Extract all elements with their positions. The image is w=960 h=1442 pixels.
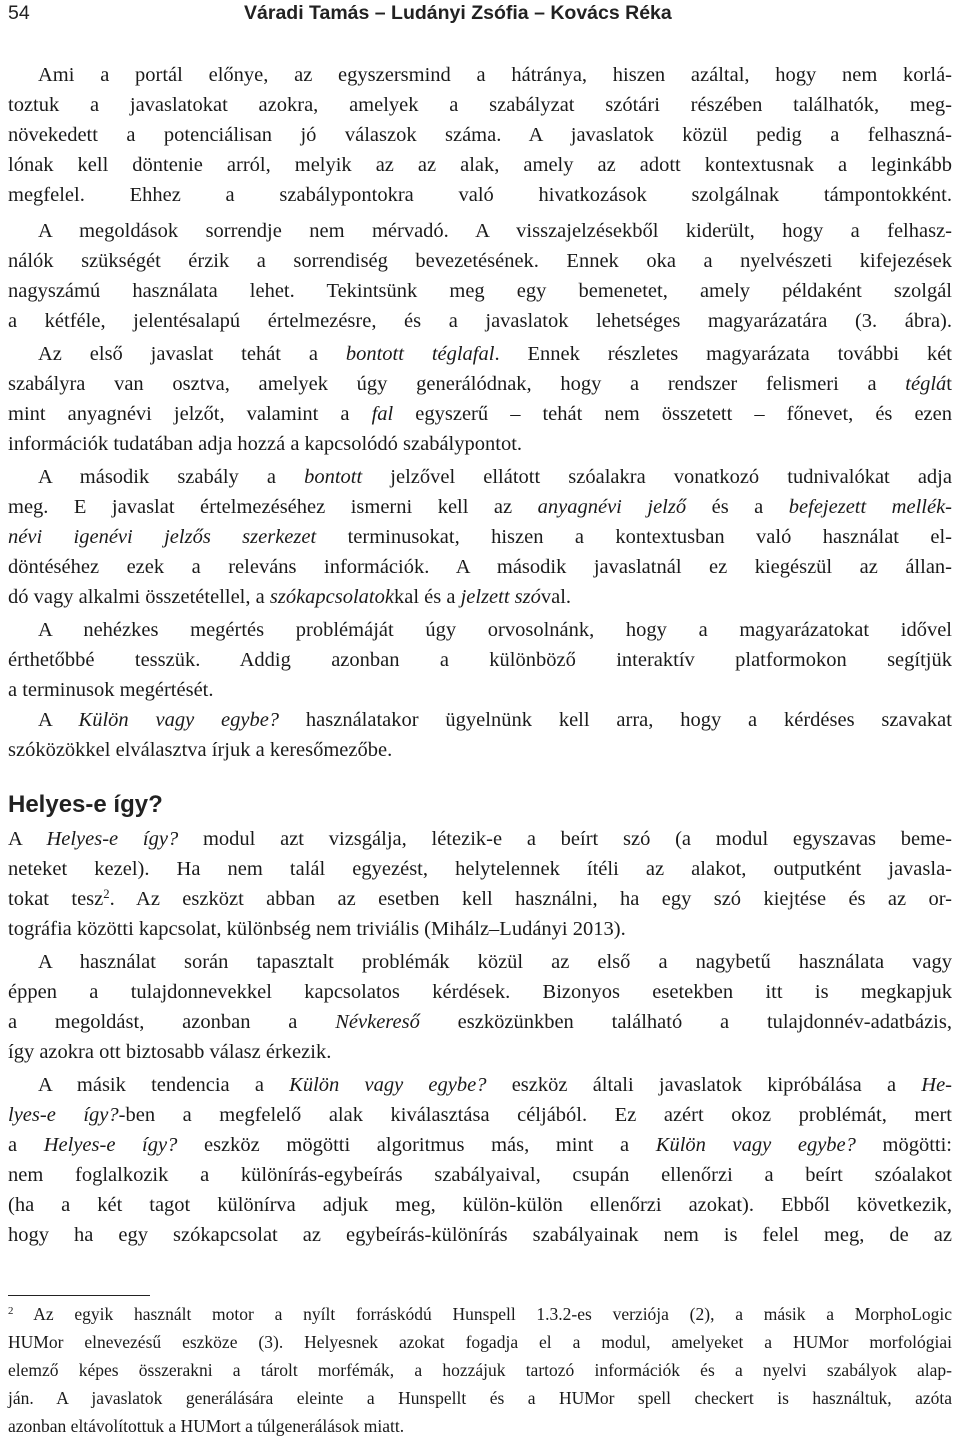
section-heading: Helyes-e így?: [8, 791, 163, 818]
footnote-line: elemző képes összerakni a tárolt morfémák, a hozzájuk tartozó információk és a nyelvi szabályok alap-: [8, 1360, 952, 1380]
body-line: érthetőbbé tesszük. Addig azonban a különböző interaktív platformokon segítjük: [8, 649, 952, 671]
body-line: nálók szükségét érzik a sorrendiség bevezetésének. Ennek oka a nyelvészeti kifejezések: [8, 250, 952, 272]
body-line: lónak kell döntenie arról, melyik az az alak, amely az adott kontextusnak a leginkább: [8, 154, 952, 176]
section-line: így azokra ott biztosabb válasz érkezik.: [8, 1041, 332, 1063]
body-line: szóközökkel elválasztva írjuk a keresőmezőbe.: [8, 739, 393, 761]
footnote-line: azonban eltávolítottuk a HUMort a túlgenerálások miatt.: [8, 1416, 405, 1436]
body-line: A Külön vagy egybe? használatakor ügyelnünk kell arra, hogy a kérdéses szavakat: [38, 709, 952, 731]
body-line: A megoldások sorrendje nem mérvadó. A visszajelzésekből kiderült, hogy a felhasz-: [38, 220, 952, 242]
footnote-number: 2: [8, 1305, 14, 1318]
section-line: tográfia közötti kapcsolat, különbség nem triviális (Mihálz–Ludányi 2013).: [8, 918, 626, 940]
body-line: Ami a portál előnye, az egyszersmind a hátránya, hiszen azáltal, hogy nem korlá-: [38, 64, 952, 86]
body-line: meg. E javaslat értelmezéséhez ismerni kell az anyagnévi jelző és a befejezett mellék-: [8, 496, 953, 518]
section-line: (ha a két tagot különírva adjuk meg, külön-külön ellenőrzi azokat). Ebből következik,: [8, 1194, 952, 1216]
body-line: a kétféle, jelentésalapú értelmezésre, és a javaslatok lehetséges magyarázatára (3. ábra).: [8, 310, 952, 332]
body-line: névi igenévi jelzős szerkezet terminusokat, hiszen a kontextusban való használat el-: [8, 526, 952, 548]
page-header: [0, 2, 960, 32]
footnote-line: $^2$ Az egyik használt motor a nyílt forráskódú Hunspell 1.3.2-es verziója (2), a másik a MorphoLogic: [8, 1304, 952, 1324]
body-line: A második szabály a bontott jelzővel ellátott szóalakra vonatkozó tudnivalókat adja: [38, 466, 952, 488]
section-line: nem foglalkozik a különírás-egybeírás szabályaival, csupán ellenőrzi a beírt szóalakot: [8, 1164, 952, 1186]
section-line: neteket kezel). Ha nem talál egyezést, helytelennek ítéli az alakot, outputként javasla-: [8, 858, 952, 880]
section-line: A Helyes-e így? modul azt vizsgálja, létezik-e a beírt szó (a modul egyszavas beme-: [8, 828, 952, 850]
body-line: toztuk a javaslatokat azokra, amelyek a szabályzat szótári részében találhatók, meg-: [8, 94, 952, 116]
section-line: éppen a tulajdonnevekkel kapcsolatos kérdések. Bizonyos esetekben itt is megkapjuk: [8, 981, 952, 1003]
body-line: nagyszámú használata lehet. Tekintsünk meg egy bemenetet, amely példaként szolgál: [8, 280, 952, 302]
body-line: megfelel. Ehhez a szabálypontokra való hivatkozások szolgálnak támpontokként.: [8, 184, 952, 206]
body-line: mint anyagnévi jelzőt, valamint a fal egyszerű – tehát nem összetett – főnevet, és ezen: [8, 403, 952, 425]
footnote-line: HUMor elnevezésű eszköze (3). Helyesnek azokat fogadja el a modul, amelyeket a HUMor morfológiai: [8, 1332, 952, 1352]
section-line: A másik tendencia a Külön vagy egybe? eszköz általi javaslatok kipróbálása a He-: [38, 1074, 952, 1096]
page-number: 54: [8, 2, 30, 24]
section-line: A használat során tapasztalt problémák közül az első a nagybetű használata vagy: [38, 951, 952, 973]
section-line: hogy ha egy szókapcsolat az egybeírás-különírás szabályainak nem is felel meg, de az: [8, 1224, 952, 1246]
body-line: A nehézkes megértés problémáját úgy orvosolnánk, hogy a magyarázatokat idővel: [38, 619, 952, 641]
body-line: a terminusok megértését.: [8, 679, 214, 701]
section-line: a Helyes-e így? eszköz mögötti algoritmus más, mint a Külön vagy egybe? mögötti:: [8, 1134, 953, 1156]
body-line: növekedett a potenciálisan jó válaszok száma. A javaslatok közül pedig a felhaszná-: [8, 124, 952, 146]
body-line: információk tudatában adja hozzá a kapcsolódó szabálypontot.: [8, 433, 523, 455]
footnote-divider: [8, 1295, 150, 1296]
section-line: tokat tesz$^2$. Az eszközt abban az esetben kell használni, ha egy szó kiejtése és az or-: [8, 887, 952, 910]
section-line: lyes-e így?-ben a megfelelő alak kiválasztása céljából. Ez azért okoz problémát, mert: [8, 1104, 953, 1126]
footnote-ref: 2: [103, 887, 110, 902]
body-line: szabályra van osztva, amelyek úgy generálódnak, hogy a rendszer felismeri a téglát: [8, 373, 952, 395]
body-line: dó vagy alkalmi összetétellel, a szókapcsolatokkal és a jelzett szóval.: [8, 586, 572, 608]
section-line: a megoldást, azonban a Névkereső eszközünkben található a tulajdonnév-adatbázis,: [8, 1011, 952, 1033]
body-line: döntéséhez ezek a releváns információk. A második javaslatnál ez kiegészül az állan-: [8, 556, 952, 578]
footnote-line: ján. A javaslatok generálására eleinte a Hunspellt és a HUMor spell checkert is használtuk, azóta: [8, 1388, 952, 1408]
running-head: Váradi Tamás – Ludányi Zsófia – Kovács Réka: [244, 2, 672, 24]
body-line: Az első javaslat tehát a bontott téglafal. Ennek részletes magyarázata további két: [38, 343, 952, 365]
